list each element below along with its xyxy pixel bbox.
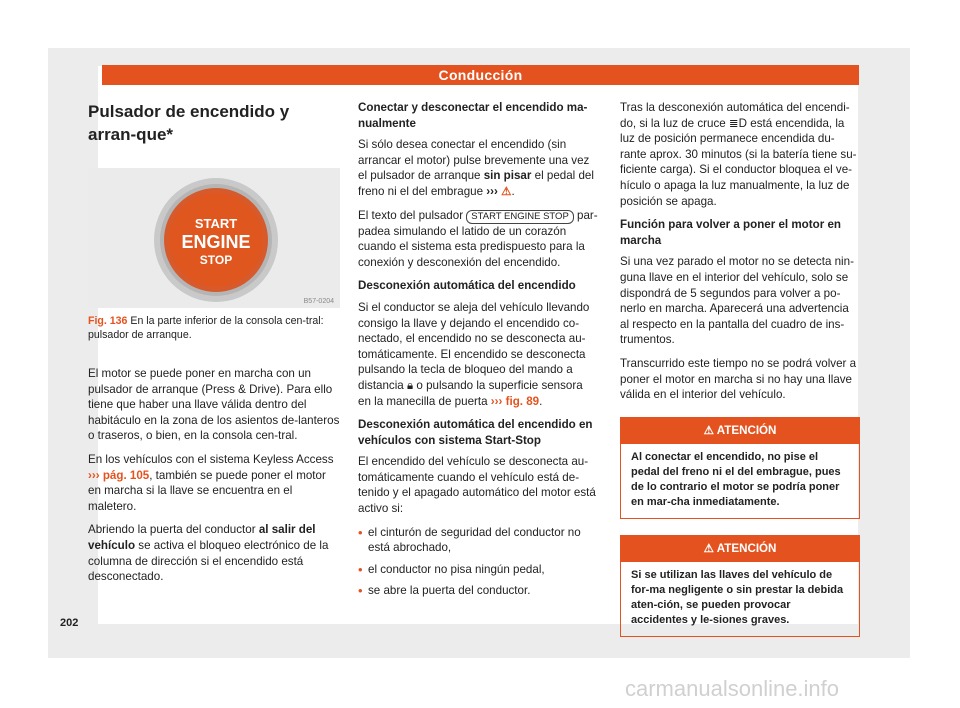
text-run: El texto del pulsador [358, 208, 464, 222]
condition-list [358, 525, 598, 599]
warning-triangle-icon: ⚠ [703, 423, 717, 437]
warning-title: ATENCIÓN [716, 541, 777, 555]
paragraph-door [88, 522, 340, 584]
lock-icon: 🔒︎ [407, 378, 414, 392]
fig-ref-link[interactable]: fig. 89 [505, 394, 540, 408]
warning-triangle-icon[interactable]: ⚠ [501, 184, 512, 198]
paragraph: El encendido del vehículo se desconecta au-tomáticamente cuando el vehículo está de-tenido y el apagado automático del motor está activo si: [358, 455, 596, 516]
ref-arrows-icon: ››› [486, 184, 498, 198]
warning-text: Si se utilizan las llaves del vehículo de for-ma negligente o sin prestar la debida aten-ción, se pueden provocar accidentes y le-siones graves. [631, 568, 844, 626]
list-item: • el cinturón de seguridad del conductor no está abrochado, [358, 525, 598, 556]
ref-arrows-icon: ››› [490, 394, 503, 408]
paragraph: Si sólo desea conectar el encendido (sin arrancar el motor) pulse brevemente una vez el pulsador de arranque sin pisar el pedal del freno ni el del embrague ››› ⚠. [358, 138, 594, 198]
button-line-start: START [194, 216, 238, 231]
paragraph: El motor se puede poner en marcha con un pulsador de arranque (Press & Drive). Para ello tiene que haber una llave válida dentro del habitáculo en la zona de los asientos de-lanteros o traseros, o bien, en la consola cen-tral. [88, 367, 340, 443]
text-run: se activa el bloqueo electrónico de la columna de dirección si el encendido está desconectado. [88, 538, 329, 584]
page-ref-link[interactable]: pág. 105 [102, 468, 150, 482]
figure-caption [88, 314, 340, 342]
text-run: está encendida, la luz de posición permanece encendida du-rante aprox. 30 minutos (si la batería tiene su-ficiente carga). Si el conductor bloquea el ve-hículo o apaga la luz manualmente, la luz de posición se apaga. [620, 116, 857, 208]
text-run: o pulsando la superficie sensora en la manecilla de puerta [358, 378, 583, 408]
column-1 [88, 100, 340, 593]
paragraph: Si el conductor se aleja del vehículo llevando consigo la llave y dejando el encendido co-nectado, el encendido no se desconecta au-tomáticamente. El encendido se desconecta pulsando la tecla de bloqueo del mando a distancia 🔒︎ o pulsando la superficie sensora en la manecilla de puerta ››› fig. 89. [358, 300, 590, 408]
heading-start-stop: Desconexión automática del encendido en vehículos con sistema Start-Stop [358, 418, 593, 447]
start-engine-stop-key: START ENGINE STOP [466, 210, 574, 224]
page-number: 202 [60, 617, 79, 629]
paragraph: Si una vez parado el motor no se detecta nin-guna llave en el interior del vehículo, solo se dispondrá de 5 segundos para volver a po-nerlo en marcha. Aparecerá una advertencia al respecto en la pantalla del cuadro de ins-trumentos. [620, 255, 854, 347]
watermark: carmanualsonline.info [625, 676, 840, 701]
heading-manual: Conectar y desconectar el encendido ma-nualmente [358, 101, 588, 130]
heading-restart: Función para volver a poner el motor en marcha [620, 218, 841, 247]
warning-box [620, 535, 860, 637]
heading-auto-off: Desconexión automática del encendido [358, 279, 576, 293]
paragraph [358, 208, 598, 271]
text-run: , también se puede poner el motor en marcha si la llave se encuentra en el maletero. [88, 468, 326, 513]
section-header: Conducción [102, 65, 859, 85]
text-run: el pedal del freno ni el del embrague [358, 169, 594, 198]
text-run: Si el conductor se aleja del vehículo llevando consigo la llave y dejando el encendido co-nectado, el encendido no se desconecta au-tomáticamente. El encendido se desconecta pulsando la tecla de bloqueo del mando a distancia [358, 300, 590, 392]
text-run: Tras la desconexión automática del encendi-do, si la luz de cruce [620, 101, 850, 130]
list-item: • el conductor no pisa ningún pedal, [358, 562, 598, 578]
start-button-illustration [88, 168, 340, 308]
text-run: Si sólo desea conectar el encendido (sin arrancar el motor) pulse brevemente una vez el pulsador de arranque [358, 138, 590, 183]
button-line-stop: STOP [199, 253, 233, 267]
figure-code: B57-0204 [303, 298, 334, 305]
button-line-engine: ENGINE [181, 232, 251, 252]
warning-text: Al conectar el encendido, no pise el pedal del freno ni el del embrague, pues de lo contrario el motor se podría poner en mar-cha inmediatamente. [631, 450, 841, 508]
low-beam-icon: ≣D [728, 116, 748, 130]
warning-triangle-icon: ⚠ [703, 541, 717, 555]
figure-caption-text: En la parte inferior de la consola cen-tral: pulsador de arranque. [88, 315, 324, 341]
column-3 [620, 100, 860, 637]
warning-box [620, 417, 860, 519]
bold-run: al salir del vehículo [88, 523, 316, 552]
text-run: par-padea simulando el latido de un corazón cuando el sistema esta predispuesto para la conexión y desconexión del encendido. [358, 208, 598, 269]
text-run: En los vehículos con el sistema Keyless Access [88, 452, 334, 466]
bold-run: sin pisar [483, 169, 532, 183]
section-title: Pulsador de encendido y arran-que* [88, 102, 290, 144]
column-2 [358, 100, 598, 605]
warning-header [621, 418, 859, 444]
paragraph-keyless [88, 452, 340, 514]
text-run: Abriendo la puerta del conductor [88, 523, 256, 537]
paragraph: Transcurrido este tiempo no se podrá volver a poner el motor en marcha si no hay una llave válida en el interior del vehículo. [620, 356, 857, 402]
warning-title: ATENCIÓN [716, 423, 777, 437]
list-item: • se abre la puerta del conductor. [358, 583, 598, 599]
paragraph [620, 100, 860, 209]
figure-label: Fig. 136 [88, 315, 128, 327]
warning-header [621, 536, 859, 562]
figure-start-button [88, 168, 340, 308]
ref-arrows-icon: ››› [88, 468, 100, 482]
